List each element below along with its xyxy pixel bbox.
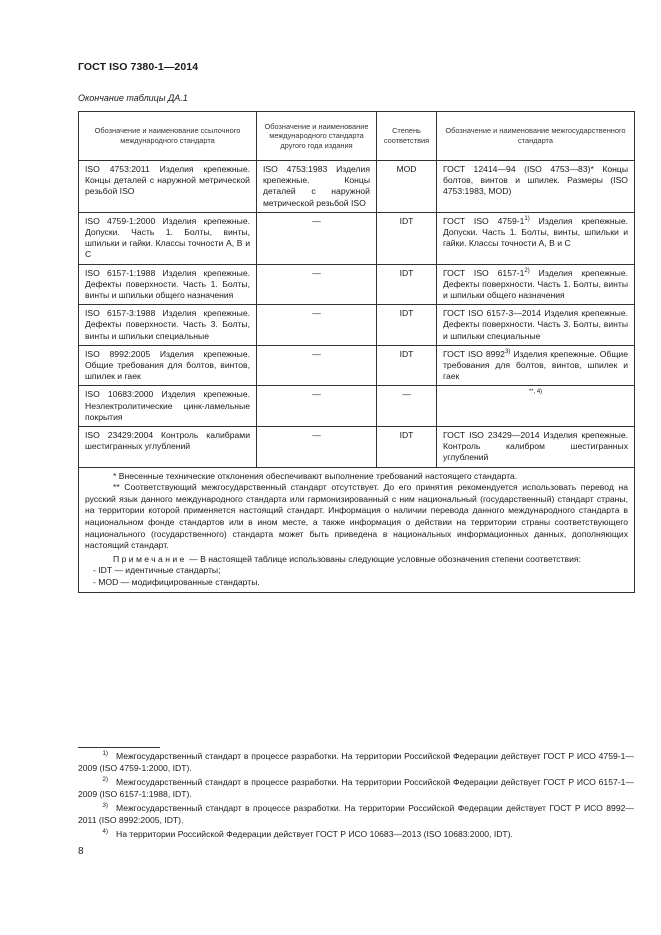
degree-cell: IDT — [377, 345, 437, 386]
remark-mod: - MOD — модифицированные стандарты. — [93, 577, 260, 588]
interstate-standard-cell — [437, 264, 635, 305]
footnote-item — [78, 803, 634, 826]
intl-standard-cell: ISO 23429:2004 Контроль калибрами шестигранных углублений — [79, 427, 257, 468]
interstate-standard-cell — [437, 212, 635, 264]
degree-cell: IDT — [377, 427, 437, 468]
interstate-code: ГОСТ ISO 4759-1 — [443, 215, 525, 226]
footnotes — [78, 751, 634, 844]
table-notes-cell — [79, 467, 635, 592]
footnote-ref: 3) — [504, 348, 511, 355]
interstate-standard-cell — [437, 386, 635, 427]
footnote-item — [78, 777, 634, 800]
note-star1: * Внесенные технические отклонения обеспечивают выполнение требований настоящего стандарта. — [113, 470, 518, 481]
interstate-standard-cell: ГОСТ 12414—94 (ISO 4753—83)* Концы болтов, винтов и шпилек. Размеры (ISO 4753:1983, MOD) — [437, 161, 635, 213]
interstate-code: ГОСТ ISO 8992 — [443, 348, 505, 359]
footnote-text: На территории Российской Федерации действует ГОСТ Р ИСО 10683—2013 (ISO 10683:2000, IDT). — [116, 829, 513, 839]
intl-standard-cell: ISO 6157-3:1988 Изделия крепежные. Дефекты поверхности. Часть 3. Болты, винты и шпильки специальные — [79, 305, 257, 346]
standards-table — [78, 111, 634, 593]
table-row — [79, 305, 635, 346]
column-header: Степень соответствия — [377, 112, 437, 161]
footnote-ref: 1) — [524, 215, 530, 222]
footnote-number: 3) — [102, 802, 108, 810]
table-row — [79, 161, 635, 213]
intl-standard-cell: ISO 6157-1:1988 Изделия крепежные. Дефекты поверхности. Часть 1. Болты, винты и шпильки общего назначения — [79, 264, 257, 305]
note-star2: ** Соответствующий межгосударственный стандарт отсутствует. До его принятия рекомендуется использовать перевод на русский язык данного международного стандарта или гармонизированный с ним национальный (государственный) стандарт страны, на территории которой применяется настоящий стандарт. Информация о наличии перевода данного международного стандарта в национальном фонде стандартов или в ином месте, а также информация о действии на территории страны соответствующего национального (государственного) стандарта может быть приведена в национальных информационных данных, дополняющих настоящий стандарт. — [85, 482, 628, 551]
footnote-item — [78, 751, 634, 774]
page-number: 8 — [78, 846, 84, 857]
degree-cell: IDT — [377, 264, 437, 305]
column-header: Обозначение и наименование межгосударственного стандарта — [437, 112, 635, 161]
footnote-ref: **, 4) — [528, 389, 543, 396]
footnote-ref: 2) — [524, 267, 530, 274]
column-header: Обозначение и наименование международного стандарта другого года издания — [257, 112, 377, 161]
footnote-text: Межгосударственный стандарт в процессе разработки. На территории Российской Федерации действует ГОСТ Р ИСО 8992—2011 (ISO 8992:2005, IDT). — [78, 803, 634, 825]
document-header-title: ГОСТ ISO 7380-1—2014 — [78, 61, 199, 73]
footnote-divider — [78, 747, 160, 748]
remark-paragraph — [85, 554, 628, 566]
interstate-code: ГОСТ ISO 6157-1 — [443, 267, 525, 278]
other-year-standard-cell: — — [257, 212, 377, 264]
degree-cell: IDT — [377, 305, 437, 346]
interstate-standard-cell — [437, 345, 635, 386]
table-header-row — [79, 112, 635, 161]
table-row — [79, 386, 635, 427]
interstate-title: Изделия крепежные. Общие требования для болтов, винтов, шпилек и гаек — [443, 348, 628, 382]
table-row — [79, 212, 635, 264]
other-year-standard-cell: — — [257, 305, 377, 346]
interstate-standard-cell: ГОСТ ISO 6157-3—2014 Изделия крепежные. Дефекты поверхности. Часть 3. Болты, винты и шпильки специальные — [437, 305, 635, 346]
remark-text: — В настоящей таблице использованы следующие условные обозначения степени соответствия: — [186, 553, 581, 564]
table-row — [79, 427, 635, 468]
other-year-standard-cell: — — [257, 345, 377, 386]
intl-standard-cell: ISO 8992:2005 Изделия крепежные. Общие требования для болтов, винтов, шпилек и гаек — [79, 345, 257, 386]
footnote-text: Межгосударственный стандарт в процессе разработки. На территории Российской Федерации действует ГОСТ Р ИСО 6157-1—2009 (ISO 6157-1:1988, IDT). — [78, 777, 634, 799]
table-notes-row — [79, 467, 635, 592]
other-year-standard-cell: — — [257, 264, 377, 305]
remark-label: Примечание — [113, 553, 187, 564]
footnote-item — [78, 829, 634, 841]
table-caption: Окончание таблицы ДА.1 — [78, 93, 188, 103]
footnote-number: 4) — [102, 828, 108, 836]
interstate-title: Изделия крепежные. Допуски. Часть 1. Болты, винты, шпильки и гайки. Классы точности А, В и С — [443, 215, 628, 249]
degree-cell: MOD — [377, 161, 437, 213]
interstate-standard-cell: ГОСТ ISO 23429—2014 Изделия крепежные. Контроль калибром шестигранных углублений — [437, 427, 635, 468]
intl-standard-cell: ISO 4753:2011 Изделия крепежные. Концы деталей с наружной метрической резьбой ISO — [79, 161, 257, 213]
other-year-standard-cell: — — [257, 427, 377, 468]
other-year-standard-cell: ISO 4753:1983 Изделия крепежные. Концы деталей с наружной метрической резьбой ISO — [257, 161, 377, 213]
table-row — [79, 345, 635, 386]
degree-cell: IDT — [377, 212, 437, 264]
column-header: Обозначение и наименование ссылочного международного стандарта — [79, 112, 257, 161]
interstate-title: Изделия крепежные. Дефекты поверхности. Часть 1. Болты, винты и шпильки общего назначения — [443, 267, 628, 301]
remark-idt: - IDT — идентичные стандарты; — [93, 565, 221, 576]
table-row — [79, 264, 635, 305]
footnote-number: 2) — [102, 776, 108, 784]
degree-cell: — — [377, 386, 437, 427]
footnote-text: Межгосударственный стандарт в процессе разработки. На территории Российской Федерации действует ГОСТ Р ИСО 4759-1—2009 (ISO 4759-1:2000, IDT). — [78, 751, 634, 773]
other-year-standard-cell: — — [257, 386, 377, 427]
footnote-number: 1) — [102, 750, 108, 758]
intl-standard-cell: ISO 10683:2000 Изделия крепежные. Неэлектролитические цинк-ламельные покрытия — [79, 386, 257, 427]
intl-standard-cell: ISO 4759-1:2000 Изделия крепежные. Допуски. Часть 1. Болты, винты, шпильки и гайки. Классы точности А, В и С — [79, 212, 257, 264]
